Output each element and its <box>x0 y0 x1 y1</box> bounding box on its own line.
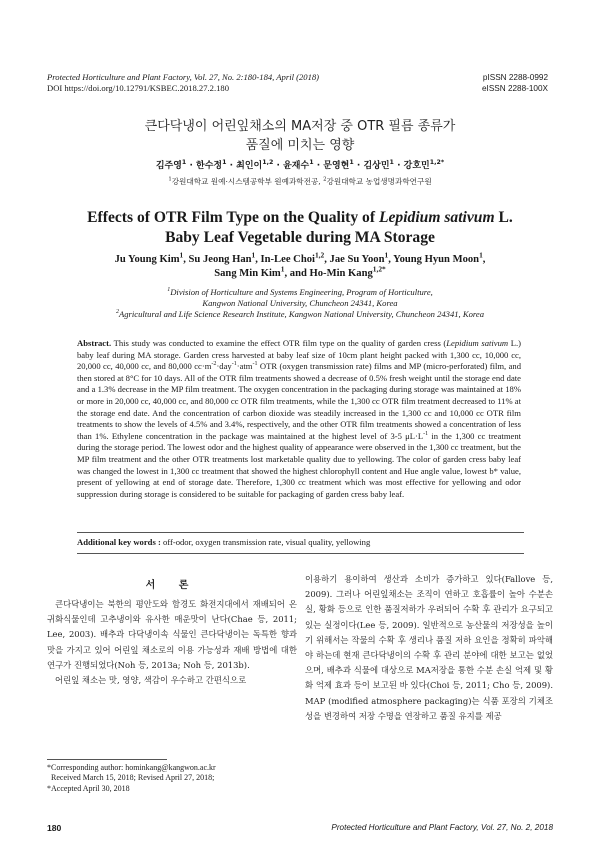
english-authors-line1 <box>0 250 600 267</box>
author-name: In-Lee Choi <box>260 254 315 265</box>
author-affil-sup: 1 <box>349 159 354 166</box>
english-title <box>0 208 600 248</box>
author-name: 최인이 <box>236 161 263 171</box>
author-affil-sup: 1,2 <box>262 159 274 166</box>
eissn: eISSN 2288-100X <box>482 84 548 93</box>
author-name: 한수정 <box>196 161 223 171</box>
abstract <box>77 338 521 500</box>
body-right-column <box>305 572 553 724</box>
accepted-date: *Accepted April 30, 2018 <box>47 783 130 793</box>
author-affil-sup: 1,2* <box>372 264 386 274</box>
author-separator: , <box>183 254 189 265</box>
author-separator: , and <box>284 268 310 279</box>
footnotes <box>47 763 307 794</box>
author-name: Ho-Min Kang <box>309 268 373 279</box>
english-title-line1 <box>0 208 600 228</box>
author-separator: , <box>482 254 486 265</box>
author-name: Young Hyun Moon <box>393 254 480 265</box>
keywords-label: Additional key words : <box>77 537 161 547</box>
section-title: 서 론 <box>145 580 199 591</box>
english-authors-line2 <box>0 264 600 281</box>
english-authors <box>0 250 600 281</box>
author-name: 김상민 <box>363 161 390 171</box>
affil-sup: 2 <box>323 176 327 183</box>
body-left-column <box>47 578 297 688</box>
author-separator: · <box>313 161 324 171</box>
abstract-label: Abstract. <box>77 338 112 348</box>
pissn: pISSN 2288-0992 <box>482 73 548 82</box>
author-separator: , <box>255 254 261 265</box>
author-name: Ju Young Kim <box>114 254 180 265</box>
author-name: 윤재수 <box>283 161 310 171</box>
doi-line[interactable]: DOI https://doi.org/10.12791/KSBEC.2018.27.2.180 <box>47 83 229 93</box>
author-separator: , <box>324 254 330 265</box>
footer-journal: Protected Horticulture and Plant Factory, Vol. 27, No. 2, 2018 <box>331 823 553 832</box>
korean-title-line1: 큰다닥냉이 어린잎채소의 MA저장 중 OTR 필름 종류가 <box>144 119 456 134</box>
author-name: Su Jeong Han <box>188 254 252 265</box>
author-affil-sup: 1 <box>479 250 483 260</box>
keywords-bottom-rule <box>77 553 524 554</box>
footnote-rule <box>47 759 167 760</box>
korean-title-line2: 품질에 미치는 영향 <box>245 138 355 153</box>
issn-block <box>408 72 548 94</box>
author-name: 강호민 <box>403 161 430 171</box>
author-affil-sup: 1 <box>179 250 184 260</box>
abstract-text: This study was conducted to examine the effect OTR film type on the quality of garden cress ( <box>111 338 447 348</box>
author-separator: , <box>388 254 394 265</box>
korean-affiliations <box>0 177 600 187</box>
author-affil-sup: 1,2 <box>314 250 325 260</box>
author-affil-sup: 1 <box>280 264 285 274</box>
english-affil1-line1 <box>0 287 600 298</box>
author-separator: · <box>393 161 404 171</box>
affil-sup: 1 <box>167 287 171 294</box>
english-title-line2: Baby Leaf Vegetable during MA Storage <box>165 229 435 246</box>
body-paragraph: 이용하기 용이하여 생산과 소비가 증가하고 있다(Fallove 등, 2009). 그러나 어린잎채소는 조직이 연하고 호흡률이 높아 수분손실, 황화 등으로 인한 품질저하가 우려되어 수확 후 관리가 요구되고 있는 실정이다(Lee 등, 2009). 일반적으로 농산물의 저장성을 높이기 위해서는 작물의 수확 후 생리나 품질 저하 요인을 정확히 파악해야 하는데 현재 큰다닥냉이의 수확 후 관리 분야에 대한 보고는 없었으며, 배추과 식물에 대상으로 MA저장을 통한 수분 손실 억제 및 황화 억제 효과 등이 보고된 바 있다(Choi 등, 2011; Cho 등, 2009). MAP (modified atmosphere packaging)는 식품 포장의 기체조성을 변경하여 저장 수명을 연장하고 품질 유지를 제공 <box>305 574 553 721</box>
author-affil-sup: 1 <box>384 250 389 260</box>
abstract-text: ·day <box>216 361 232 372</box>
korean-authors <box>0 160 600 173</box>
korean-affil2: 강원대학교 농업생명과학연구원 <box>326 177 432 186</box>
author-affil-sup: 1 <box>309 159 314 166</box>
unit-exponent: -1 <box>423 430 429 437</box>
english-affil2 <box>0 309 600 320</box>
author-affil-sup: 1 <box>251 250 256 260</box>
abstract-text: L.) baby leaf during MA storage. Garden cress harvested at baby leaf size of 10cm plant height packed with 1,300 cc, 10,000 cc, 20,000 cc, 40,000 cc, and 80,000 cc·m <box>77 338 521 372</box>
unit-exponent: -1 <box>252 361 258 368</box>
journal-line: Protected Horticulture and Plant Factory, Vol. 27, No. 2:180-184, April (2018) <box>47 72 320 82</box>
abstract-text: in the 1,300 cc treatment during the storage period. The lowest odor and the highest quality of appearance were observed in the 1,300 cc treatment, but the MP film treatment and the other OTR treatments lost marketable quality due to yellowing. The color of garden cress baby leaf was changed the lowest in 1,300 cc treatment that showed the highest chlorophyll content and Hue angle value, lowest b* value, present of yellowing at end of storage date. Therefore, 1,300 cc treatment which was most effective for yellowing and odor suppression during storage is considered to be suitable for packaging of garden cress baby leaf. <box>77 430 521 499</box>
species-name: Lepidium sativum <box>446 338 509 348</box>
author-separator: · <box>273 161 284 171</box>
korean-affil1: 강원대학교 원예·시스템공학부 원예과학전공, <box>171 177 324 186</box>
korean-title <box>0 117 600 155</box>
author-name: 김주영 <box>155 161 182 171</box>
keywords <box>77 537 524 548</box>
title-text: Effects of OTR Film Type on the Quality of <box>87 209 379 226</box>
affil-sup: 2 <box>115 309 119 316</box>
abstract-text: ·atm <box>236 361 253 372</box>
keywords-top-rule <box>77 532 524 533</box>
received-dates: Received March 15, 2018; Revised April 27, 2018; <box>51 773 215 783</box>
abstract-text: OTR (oxygen transmission rate) films and MP (micro-perforated) film, and then stored at 8°C for 10 days. All of the OTR film treatments showed a decrease of 0.5% fresh weight until the storage end date and a 1.3% decrease in the MP film treatment. The oxygen concentration in the packaging during storage was maintained at 18% or more in 20,000 cc, 40,000 cc, and 80,000 cc OTR film treatments, while the 1,300 cc OTR film treatment decreased to 11% at the storage end date. And the concentration of carbon dioxide was steadily increased in the 1,300 cc and 10,000 cc OTR film treatments to show the levels of 4.5% and 3.4%, respectively, and the other OTR film treatments showed a concentration of less than 1%. Ethylene concentration in the package was maintained at the highest level of 3-5 μL·L <box>77 361 521 441</box>
affil-text: Division of Horticulture and Systems Engineering, Program of Horticulture, <box>170 287 433 297</box>
unit-exponent: -2 <box>211 361 217 368</box>
author-affil-sup: 1 <box>222 159 227 166</box>
title-text: L. <box>494 209 513 226</box>
body-paragraph: 어린잎 채소는 맛, 영양, 색감이 우수하고 간편식으로 <box>55 675 247 686</box>
english-affil1-line2: Kangwon National University, Chuncheon 24341, Korea <box>202 298 398 308</box>
author-separator: · <box>186 161 196 171</box>
author-affil-sup: 1,2* <box>429 159 445 166</box>
author-separator: · <box>226 161 237 171</box>
body-paragraph: 큰다닥냉이는 북한의 평안도와 함경도 화전지대에서 재배되어 온 귀화식물인데 고추냉이와 유사한 매운맛이 난다(Chae 등, 2011; Lee, 2003). 배추과 다닥냉이속 식물인 큰다닥냉이는 독특한 향과 맛을 가지고 있어 어린잎 채소로의 이용 가능성과 재배 방법에 대한 연구가 진행되었다(Noh 등, 2013a; Noh 등, 2013b). <box>47 599 297 670</box>
affil-text: Agricultural and Life Science Research Institute, Kangwon National University, Chuncheon 24341, Korea <box>118 309 485 319</box>
corresponding-author[interactable]: *Corresponding author: hominkang@kangwon.ac.kr <box>47 763 216 772</box>
author-affil-sup: 1 <box>181 159 187 166</box>
page-number: 180 <box>47 823 62 833</box>
english-affiliations <box>0 287 600 320</box>
author-name: Sang Min Kim <box>214 268 281 279</box>
author-name: 문영현 <box>323 161 350 171</box>
author-separator: · <box>353 161 364 171</box>
author-affil-sup: 1 <box>389 159 394 166</box>
keywords-text: off-odor, oxygen transmission rate, visual quality, yellowing <box>160 537 371 547</box>
journal-citation <box>47 72 407 94</box>
author-name: Jae Su Yoon <box>329 254 385 265</box>
unit-exponent: -1 <box>231 361 237 368</box>
species-name: Lepidium sativum <box>378 209 495 226</box>
affil-sup: 1 <box>168 176 172 183</box>
